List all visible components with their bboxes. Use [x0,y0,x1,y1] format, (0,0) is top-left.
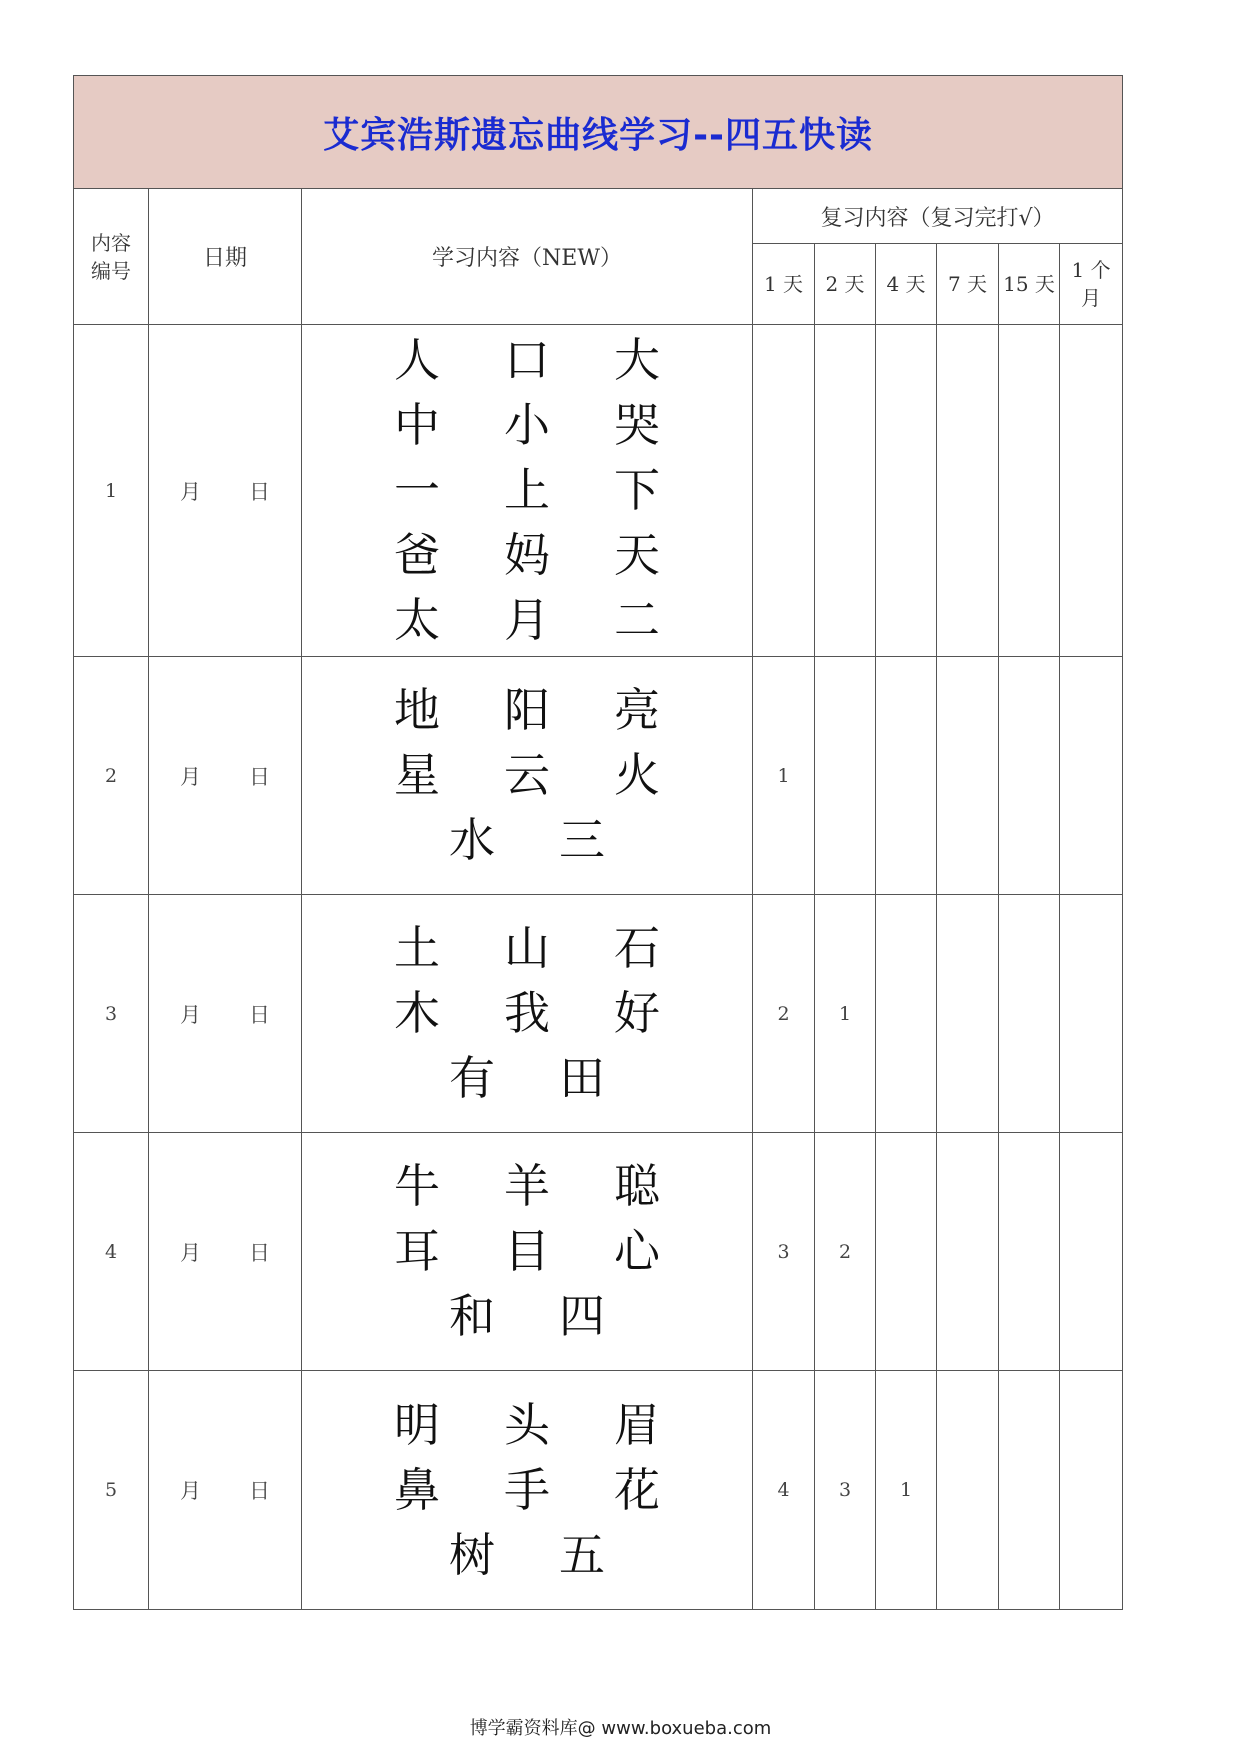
review-cell[interactable]: 4 [753,1371,815,1610]
page-title: 艾宾浩斯遗忘曲线学习--四五快读 [323,114,873,156]
review-cell[interactable] [1060,1133,1123,1371]
study-character: 手 [504,1462,550,1517]
study-character: 眉 [614,1397,660,1452]
study-character: 亮 [614,683,660,737]
char-line [362,1154,692,1219]
review-cell[interactable] [999,895,1060,1133]
study-character: 大 [614,333,660,387]
study-character: 妈 [504,528,550,582]
header-review-col [876,244,937,325]
char-line [362,458,692,523]
row-number: 3 [74,895,149,1133]
study-character: 我 [504,986,550,1040]
table-row [74,895,1123,1133]
header-date-label: 日期 [202,246,247,271]
review-cell[interactable] [937,895,999,1133]
study-character: 牛 [394,1159,440,1213]
study-character: 星 [394,748,440,802]
date-month-label: 月 [180,1002,201,1027]
study-character: 小 [504,398,550,452]
content-cell [302,1371,753,1610]
study-character: 爸 [394,528,440,582]
char-grid [302,328,752,653]
study-character: 石 [614,921,660,975]
study-character: 田 [559,1051,605,1105]
date-day-label: 日 [249,479,270,504]
date-cell[interactable] [149,657,302,895]
header-id-label: 内容 编号 [91,230,131,283]
study-character: 三 [559,813,605,867]
review-cell[interactable] [999,1133,1060,1371]
content-cell [302,657,753,895]
date-cell[interactable] [149,325,302,657]
review-cell[interactable] [937,325,999,657]
footer-text: 博学霸资料库@ www.boxueba.com [469,1718,772,1739]
content-cell [302,325,753,657]
header-review-col-label: 4 天 [886,272,926,296]
study-character: 天 [614,528,660,582]
header-review [753,189,1123,244]
review-cell[interactable]: 2 [815,1133,876,1371]
review-cell[interactable] [1060,1371,1123,1610]
char-grid [302,916,752,1111]
date-cell[interactable] [149,1371,302,1610]
study-character: 树 [449,1527,495,1582]
study-character: 好 [614,986,660,1040]
review-cell[interactable] [937,657,999,895]
row-number: 4 [74,1133,149,1371]
study-character: 月 [504,593,550,647]
study-character: 五 [559,1527,605,1582]
char-line [417,1046,637,1111]
study-character: 羊 [504,1159,550,1213]
study-character: 花 [614,1462,660,1517]
review-cell[interactable] [999,657,1060,895]
review-cell[interactable] [876,325,937,657]
char-line [417,1284,637,1349]
review-cell[interactable] [999,1371,1060,1610]
char-line [362,981,692,1046]
study-character: 云 [504,748,550,802]
char-line [362,588,692,653]
study-character: 目 [504,1224,550,1278]
review-cell[interactable] [753,325,815,657]
review-cell[interactable] [999,325,1060,657]
content-cell [302,1133,753,1371]
date-month-label: 月 [180,1479,201,1503]
char-line [362,328,692,393]
review-cell[interactable] [1060,325,1123,657]
title-cell [74,76,1123,189]
review-cell[interactable] [815,657,876,895]
study-character: 水 [449,813,495,867]
date-day-label: 日 [249,1002,270,1027]
review-cell[interactable]: 2 [753,895,815,1133]
header-review-col-label: 2 天 [825,272,865,296]
char-line [362,523,692,588]
header-review-col [815,244,876,325]
header-content [302,189,753,325]
review-cell[interactable] [815,325,876,657]
review-cell[interactable] [876,1133,937,1371]
table-row [74,1133,1123,1371]
date-day-label: 日 [249,1240,270,1265]
header-content-label: 学习内容（NEW） [432,246,622,271]
header-review-label: 复习内容（复习完打√） [820,205,1055,231]
review-cell[interactable]: 1 [753,657,815,895]
study-character: 聪 [614,1159,660,1213]
study-character: 火 [614,748,660,802]
char-line [362,743,692,808]
date-month-label: 月 [180,479,201,504]
review-cell[interactable] [1060,657,1123,895]
date-day-label: 日 [249,764,270,789]
char-line [362,678,692,743]
study-character: 下 [614,463,660,517]
char-line [362,916,692,981]
review-cell[interactable]: 1 [815,895,876,1133]
study-sheet [73,75,1122,1611]
study-character: 阳 [504,683,550,737]
table-row [74,657,1123,895]
char-line [417,808,637,873]
review-cell[interactable] [876,657,937,895]
header-review-col [1060,244,1123,325]
study-character: 二 [614,593,660,647]
char-line [362,1458,692,1523]
char-grid [302,678,752,873]
review-cell[interactable]: 3 [815,1371,876,1610]
review-cell[interactable] [937,1371,999,1610]
date-cell[interactable] [149,1133,302,1371]
date-month-label: 月 [180,764,201,789]
study-character: 口 [504,333,550,387]
header-review-col-label: 15 天 [1003,272,1055,296]
study-character: 太 [394,593,440,647]
char-line [362,393,692,458]
row-number: 1 [74,325,149,657]
row-number: 2 [74,657,149,895]
study-character: 上 [504,463,550,517]
review-cell[interactable]: 1 [876,1371,937,1610]
date-month-label: 月 [180,1240,201,1265]
date-cell[interactable] [149,895,302,1133]
char-line [362,1219,692,1284]
study-character: 地 [394,683,440,737]
study-character: 明 [394,1397,440,1452]
header-date [149,189,302,325]
char-line [362,1393,692,1458]
header-id [74,189,149,325]
header-review-col [999,244,1060,325]
study-character: 哭 [614,398,660,452]
study-character: 耳 [394,1224,440,1278]
header-review-col-label: 1 天 [763,272,804,296]
row-number: 5 [74,1371,149,1610]
study-character: 四 [559,1289,605,1343]
table-row [74,325,1123,657]
study-character: 和 [449,1289,495,1343]
study-character: 木 [394,986,440,1040]
study-character: 有 [449,1051,495,1105]
header-review-col [937,244,999,325]
review-cell[interactable] [876,895,937,1133]
header-review-col-label: 7 天 [947,272,988,296]
date-day-label: 日 [249,1479,270,1503]
table-row [74,1371,1123,1610]
study-character: 中 [394,398,440,452]
header-review-col [753,244,815,325]
review-cell[interactable] [1060,895,1123,1133]
study-character: 头 [504,1397,550,1452]
content-cell [302,895,753,1133]
review-table [73,75,1123,1610]
char-grid [302,1154,752,1349]
study-character: 一 [394,463,440,517]
study-character: 人 [394,333,440,387]
review-cell[interactable] [937,1133,999,1371]
header-review-col-label: 1 个 月 [1071,258,1111,310]
study-character: 心 [614,1224,660,1278]
char-grid [302,1393,752,1588]
char-line [417,1523,637,1588]
study-character: 山 [504,921,550,975]
study-character: 鼻 [394,1462,440,1517]
study-character: 土 [394,921,440,975]
review-cell[interactable]: 3 [753,1133,815,1371]
